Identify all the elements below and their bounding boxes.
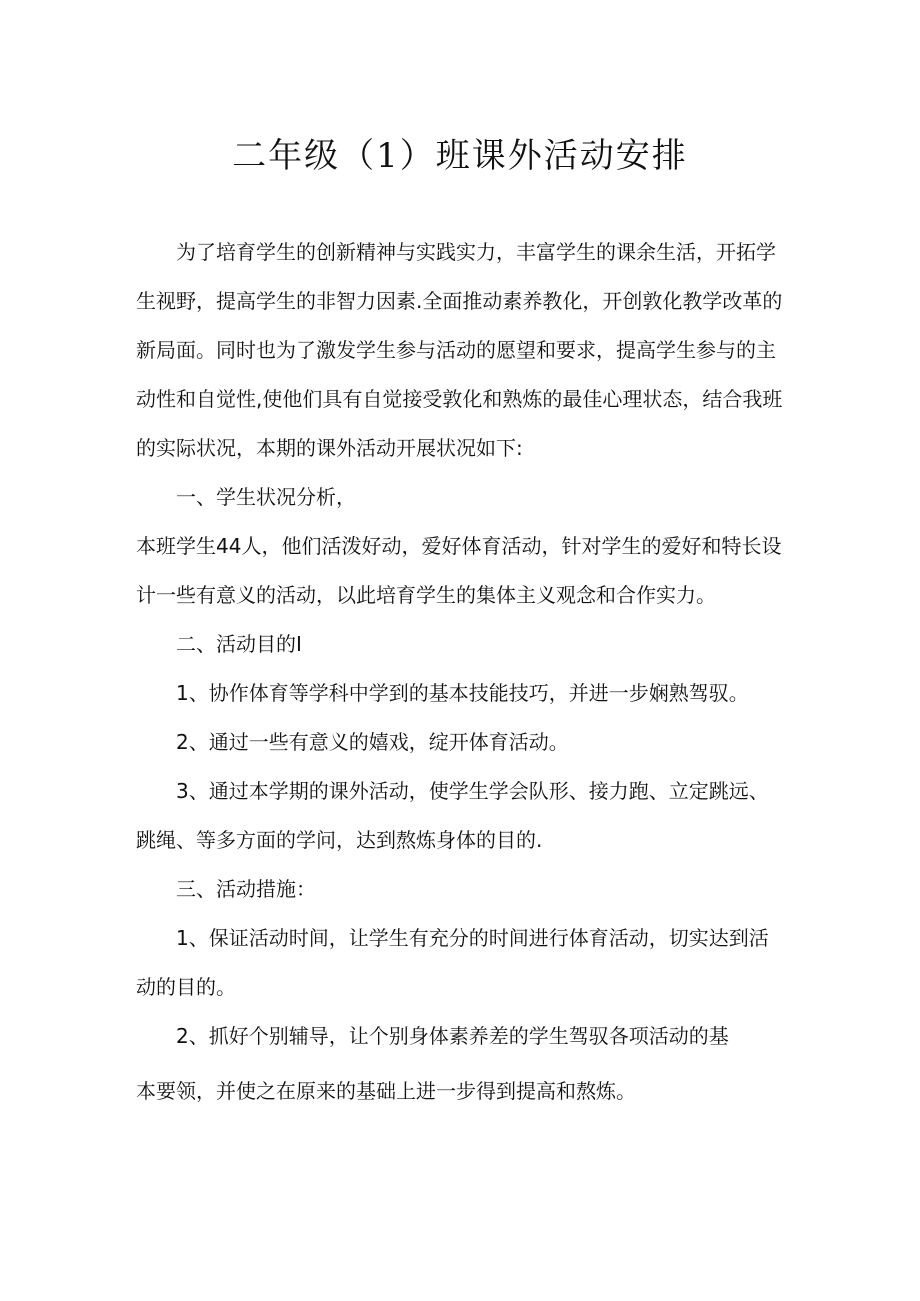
section3-item-continuation: 动的目的。 bbox=[136, 975, 236, 999]
intro-line: 新局面。同时也为了激发学生参与活动的愿望和要求，提高学生参与的主 bbox=[136, 338, 776, 362]
section3-item: 2、抓好个别辅导，让个别身体素养差的学生驾驭各项活动的基 bbox=[176, 1024, 729, 1048]
section2-item: 2、通过一些有意义的嬉戏，绽开体育活动。 bbox=[176, 730, 569, 754]
intro-line: 生视野，提高学生的非智力因素.全面推动素养教化，开创敦化教学改革的 bbox=[136, 289, 783, 313]
section1-heading: 一、学生状况分析， bbox=[176, 485, 356, 509]
intro-line: 为了培育学生的创新精神与实践实力，丰富学生的课余生活，开拓学 bbox=[176, 240, 776, 264]
section2-heading: 二、活动目的I bbox=[176, 632, 302, 656]
section3-item: 1、保证活动时间，让学生有充分的时间进行体育活动，切实达到活 bbox=[176, 926, 769, 950]
section2-item-continuation: 跳绳、等多方面的学问，达到熬炼身体的目的. bbox=[136, 828, 543, 852]
section2-item: 1、协作体育等学科中学到的基本技能技巧，并进一步娴熟驾驭。 bbox=[176, 681, 749, 705]
intro-line: 的实际状况，本期的课外活动开展状况如下: bbox=[136, 436, 523, 460]
document-title: 二年级（1）班课外活动安排 bbox=[232, 136, 688, 176]
section1-line: 计一些有意义的活动，以此培育学生的集体主义观念和合作实力。 bbox=[136, 583, 716, 607]
section2-item: 3、通过本学期的课外活动，使学生学会队形、接力跑、立定跳远、 bbox=[176, 779, 769, 803]
section3-item-continuation: 本要领，并使之在原来的基础上进一步得到提高和熬炼。 bbox=[136, 1079, 636, 1103]
section1-line: 本班学生44人，他们活泼好动，爱好体育活动，针对学生的爱好和特长设 bbox=[136, 534, 782, 558]
section3-heading: 三、活动措施： bbox=[176, 877, 316, 901]
intro-line: 动性和自觉性,使他们具有自觉接受敦化和熟炼的最佳心理状态，结合我班 bbox=[136, 387, 783, 411]
